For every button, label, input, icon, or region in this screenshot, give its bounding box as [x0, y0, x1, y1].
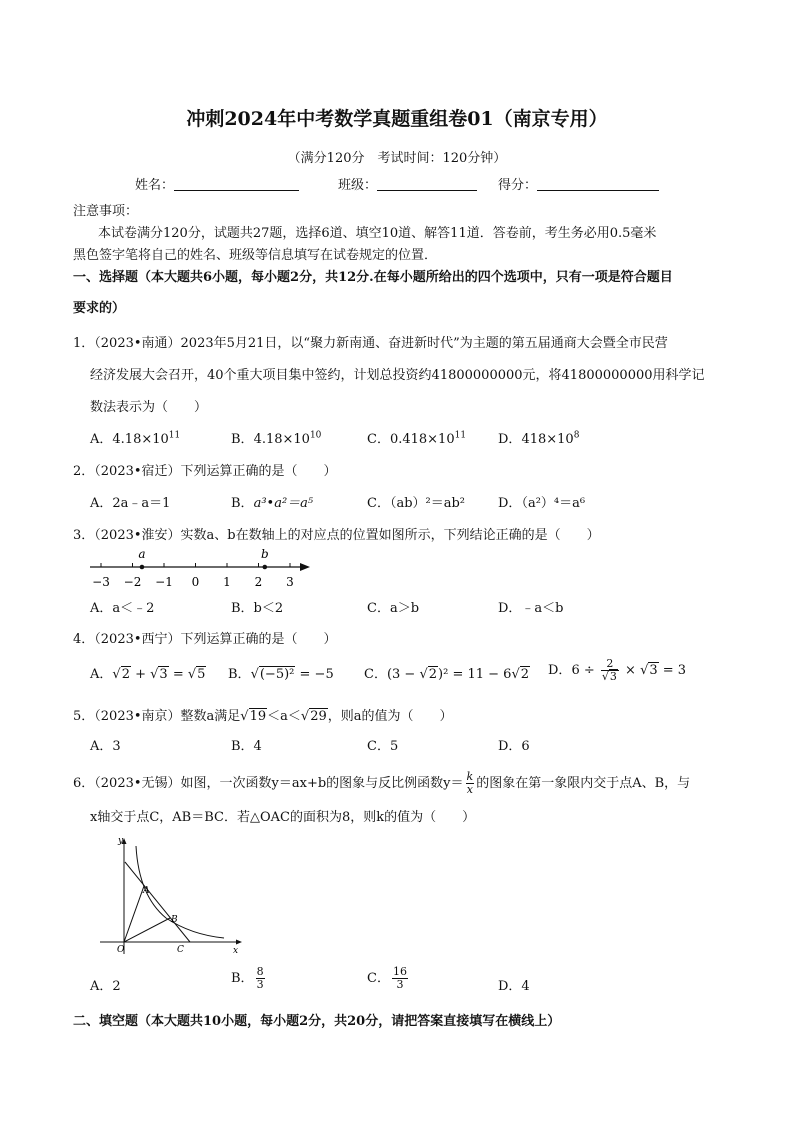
class-field[interactable] — [338, 174, 477, 193]
q6-option-b[interactable]: B． $\frac{8}{3}$ — [231, 965, 264, 991]
q6-option-d[interactable]: D．4 — [498, 979, 530, 994]
q3-option-c[interactable]: C．a＞b — [367, 601, 420, 616]
point-a — [140, 565, 145, 570]
q5-option-b[interactable]: B．4 — [231, 739, 262, 754]
notice-line2: 黑色签字笔将自己的姓名、班级等信息填写在试卷规定的位置． — [73, 248, 438, 263]
class-blank[interactable] — [377, 176, 477, 191]
notice-line1: 本试卷满分120分，试题共27题，选择6道、填空10道、解答11道．答卷前，考生务必用0.5毫米 — [98, 226, 657, 241]
q1-stem-line1: 1．（2023•南通）2023年5月21日，以“聚力新南通、奋进新时代”为主题的第五届通商大会暨全市民营 — [73, 336, 668, 351]
q4-option-c[interactable]: C．(3 − √2)² = 11 − 6√2 — [364, 667, 530, 682]
q4-option-b[interactable]: B．√(−5)² = −5 — [228, 667, 334, 682]
score-blank[interactable] — [537, 176, 659, 191]
tick-label: −2 — [123, 575, 142, 589]
q1-option-a[interactable]: A．$4.18\times 10^{11}$ — [90, 430, 181, 447]
q3-number-line — [88, 544, 318, 592]
exam-subtitle: （满分120分 考试时间：120分钟） — [287, 151, 507, 166]
q4-option-d[interactable]: D．6 ÷ $\frac{2}{√3}$ × √3 = 3 — [548, 657, 687, 683]
tick-label: 0 — [191, 575, 200, 589]
q1-option-d[interactable]: D．$418\times 10^8$ — [498, 430, 580, 447]
score-label: 得分： — [498, 178, 538, 193]
svg-text:C: C — [177, 945, 184, 955]
arrow-icon — [300, 563, 310, 571]
point-b — [263, 565, 268, 570]
q4-option-a[interactable]: A．√2 + √3 = √5 — [90, 667, 206, 682]
q1-option-c[interactable]: C．$0.418\times 10^{11}$ — [367, 430, 467, 447]
notice-heading: 注意事项： — [73, 204, 139, 219]
q6-stem-line2: x轴交于点C，AB＝BC．若△OAC的面积为8，则k的值为（ ） — [90, 810, 476, 825]
svg-text:y: y — [118, 836, 124, 846]
tick-label: −1 — [155, 575, 173, 589]
q4-stem: 4．（2023•西宁）下列运算正确的是（ ） — [73, 632, 337, 647]
tick-label: 2 — [254, 575, 263, 589]
q2-option-c[interactable]: C．（ab）²＝ab² — [367, 496, 466, 511]
name-field[interactable] — [135, 174, 299, 193]
q6-option-c[interactable]: C． $\frac{16}{3}$ — [367, 965, 407, 991]
svg-text:A: A — [143, 886, 150, 896]
q5-option-a[interactable]: A．3 — [90, 739, 121, 754]
q2-option-d[interactable]: D．（a²）⁴＝a⁶ — [498, 496, 586, 511]
q3-option-b[interactable]: B．b＜2 — [231, 601, 284, 616]
q5-option-c[interactable]: C．5 — [367, 739, 399, 754]
tick-label: 1 — [223, 575, 231, 589]
q3-stem: 3．（2023•淮安）实数a、b在数轴上的对应点的位置如图所示，下列结论正确的是（ ） — [73, 528, 600, 543]
line-ab — [125, 862, 190, 942]
q3-option-a[interactable]: A．a＜﹣2 — [90, 601, 155, 616]
svg-text:B: B — [171, 915, 178, 925]
section1-heading: 一、选择题（本大题共6小题，每小题2分，共12分.在每小题所给出的四个选项中，只有一项是符合题目 — [73, 270, 673, 285]
q5-option-d[interactable]: D．6 — [498, 739, 530, 754]
section2-heading: 二、填空题（本大题共10小题，每小题2分，共20分，请把答案直接填写在横线上） — [73, 1014, 561, 1029]
q2-option-b[interactable]: B．a³•a²＝a⁵ — [231, 496, 314, 511]
q1-stem-line2: 经济发展大会召开，40个重大项目集中签约，计划总投资约41800000000元，将41800000000用科学记 — [90, 368, 705, 383]
page-title: 冲刺2024年中考数学真题重组卷01（南京专用） — [186, 108, 608, 130]
q6-option-a[interactable]: A．2 — [90, 979, 121, 994]
point-b-label: b — [260, 547, 269, 561]
q1-option-b[interactable]: B．$4.18\times 10^{10}$ — [231, 430, 322, 447]
tick-label: −3 — [92, 575, 110, 589]
q2-option-a[interactable]: A．2a﹣a＝1 — [90, 496, 171, 511]
q5-stem: 5．（2023•南京）整数a满足√19＜a＜√29，则a的值为（ ） — [73, 709, 453, 724]
name-label: 姓名： — [135, 178, 175, 193]
name-blank[interactable] — [174, 176, 299, 191]
score-field[interactable] — [498, 174, 659, 193]
point-a-label: a — [138, 547, 146, 561]
q1-stem-line3: 数法表示为（ ） — [90, 400, 208, 415]
q2-stem: 2．（2023•宿迁）下列运算正确的是（ ） — [73, 464, 337, 479]
q6-figure — [94, 832, 254, 957]
class-label: 班级： — [338, 178, 378, 193]
q3-option-d[interactable]: D．﹣a＜b — [498, 601, 564, 616]
svg-text:O: O — [117, 945, 125, 955]
tick-label: 3 — [286, 575, 294, 589]
svg-text:x: x — [233, 946, 239, 956]
section1-heading-cont: 要求的） — [73, 301, 126, 316]
q6-stem-line1: 6．（2023•无锡）如图，一次函数y＝ax+b的图象与反比例函数y＝ $\frac{k}{x}$ 的图象在第一象限内交于点A、B，与 — [73, 770, 691, 796]
